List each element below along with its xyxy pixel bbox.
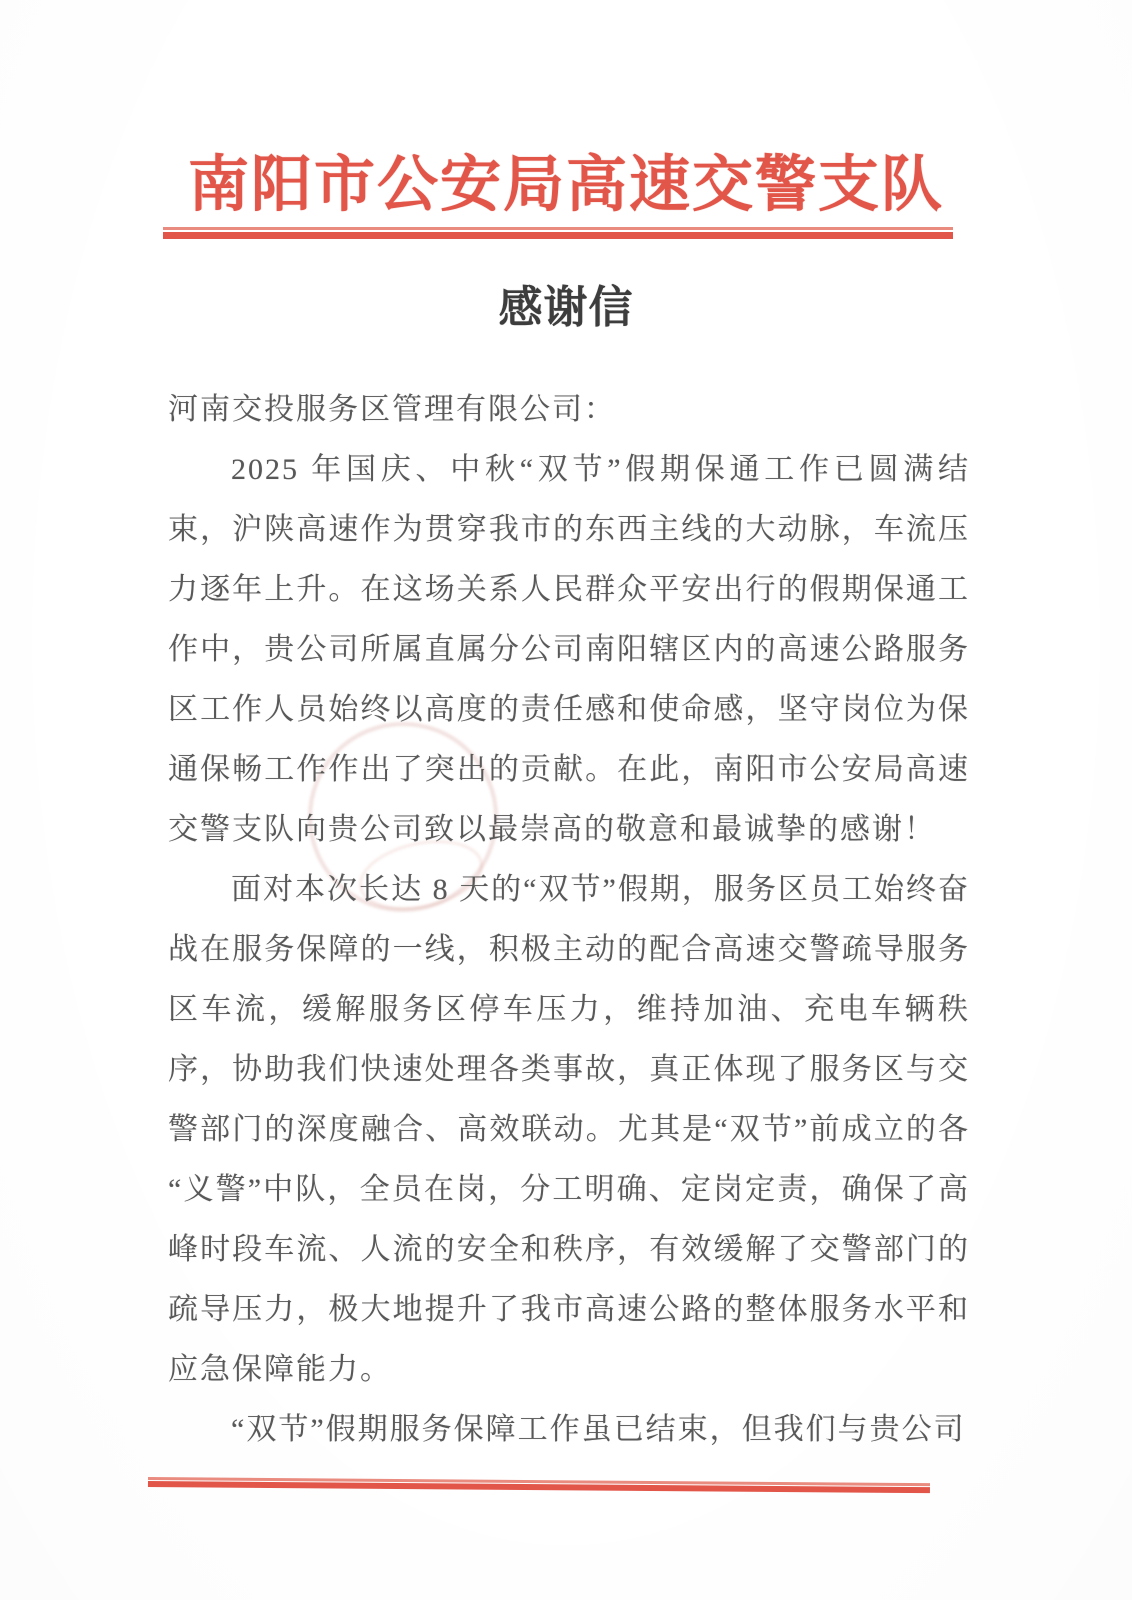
letterhead-divider-thick-line [163, 232, 953, 239]
letterhead-divider-thin-line [163, 227, 953, 230]
letterhead-title: 南阳市公安局高速交警支队 [187, 152, 944, 219]
letter-body [168, 380, 970, 1460]
document-title: 感谢信 [498, 283, 634, 332]
body-paragraph-2: 面对本次长达 8 天的“双节”假期，服务区员工始终奋战在服务保障的一线，积极主动的配合高速交警疏导服务区车流，缓解服务区停车压力，维持加油、充电车辆秩序，协助我们快速处理各类事故，真正体现了服务区与交警部门的深度融合、高效联动。尤其是“双节”前成立的各“义警”中队，全员在岗，分工明确、定岗定责，确保了高峰时段车流、人流的安全和秩序，有效缓解了交警部门的疏导压力，极大地提升了我市高速公路的整体服务水平和应急保障能力。 [168, 873, 970, 1386]
salutation: 河南交投服务区管理有限公司： [168, 393, 616, 426]
footer-divider [148, 1477, 930, 1493]
body-paragraph-1: 2025 年国庆、中秋“双节”假期保通工作已圆满结束，沪陕高速作为贯穿我市的东西主线的大动脉，车流压力逐年上升。在这场关系人民群众平安出行的假期保通工作中，贵公司所属直属分公司南阳辖区内的高速公路服务区工作人员始终以高度的责任感和使命感，坚守岗位为保通保畅工作作出了突出的贡献。在此，南阳市公安局高速交警支队向贵公司致以最崇高的敬意和最诚挚的感谢！ [168, 453, 970, 846]
letterhead-divider [163, 227, 953, 239]
body-paragraph-3: “双节”假期服务保障工作虽已结束，但我们与贵公司 [231, 1413, 966, 1446]
